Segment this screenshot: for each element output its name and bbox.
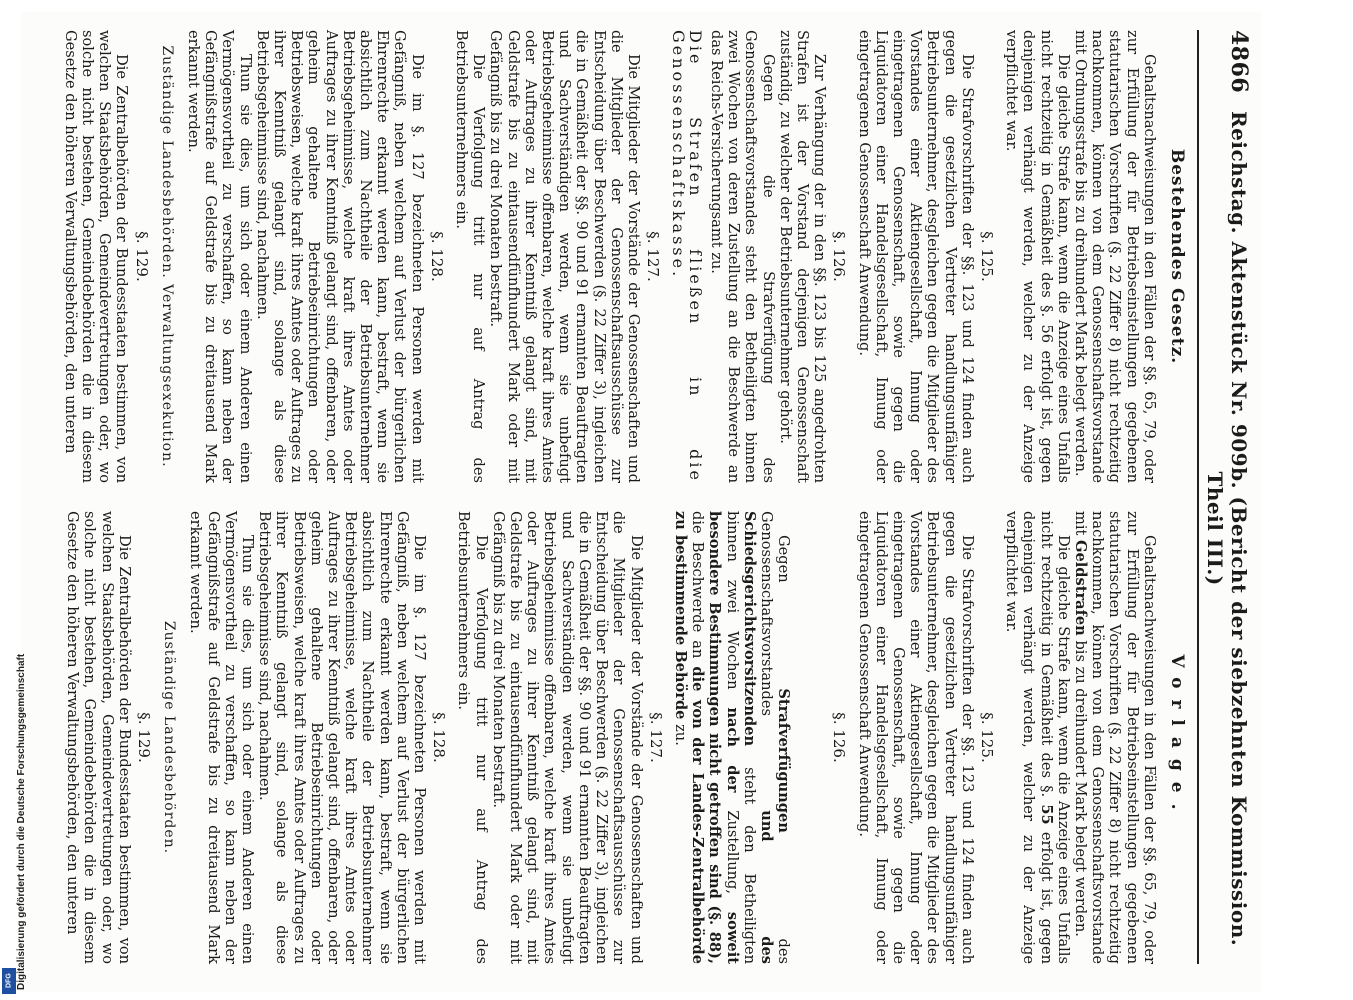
page-title: Reichstag. Aktenstück Nr. 909b. (Bericht der siebzehnten Kommission. Theil III.): [1203, 111, 1251, 947]
section-number: §. 126.: [830, 231, 849, 282]
text-run: des Genossenschaftsvorstandes: [757, 511, 793, 965]
paragraph: Zur Verhängung der in den §§. 123 bis 125 angedrohten Strafen ist der Vorstand derjenigen Genossenschaft zuständig, zu welcher der Betriebsunternehmer gehört.: [776, 30, 829, 483]
text-run: bis zu dreihundert Mark belegt werden.: [1071, 640, 1089, 937]
paragraph: Die Verfolgung tritt nur auf Antrag des Betriebsunternehmers ein.: [453, 30, 488, 483]
section-number: §. 129.: [135, 712, 154, 763]
emphasis: Geldstrafen: [1071, 540, 1089, 636]
document-page: [22, 12, 1262, 992]
text-run: Zustellung,: [723, 810, 741, 895]
paragraph: Die gleiche Strafe kann, wenn die Anzeige eines Unfalls nicht rechtzeitig in Gemäßheit des §. 56 erfolgt ist, gegen denjenigen verhängt werden, welcher zu der Anzeige verpflichtet war.: [1003, 30, 1072, 483]
paragraph: [1003, 511, 1072, 964]
subheading: Zuständige Landesbehörden.: [161, 620, 178, 855]
emphasis: 55: [1037, 804, 1055, 825]
text-run: Die gleiche Strafe kann, wenn die Anzeige eines Unfalls nicht rechtzeitig in Gemäßheit des §.: [1037, 511, 1072, 964]
left-column-heading: Bestehendes Gesetz.: [1167, 148, 1187, 365]
text-run: zu.: [671, 724, 689, 746]
emphasis: die von der Landes-Zentralbehörde zu bestimmende Behörde: [671, 511, 707, 965]
paragraph: [672, 511, 792, 964]
paragraph: Die Strafen fließen in die Genossenschaftskasse.: [668, 30, 705, 483]
text-run: die Beschwerde an: [689, 511, 707, 659]
section-number: §. 128.: [430, 712, 449, 763]
section-number: §. 125.: [977, 712, 996, 763]
right-column-heading: Vorlage.: [1167, 654, 1187, 821]
paragraph: Thun sie dies, um sich oder einem Anderen einen Vermögensvortheil zu verschaffen, so kann neben der Gefängnißstrafe auf Geldstrafe bis zu dreitausend Mark erkannt werden.: [185, 30, 254, 483]
section-number: §. 127.: [646, 712, 665, 763]
paragraph: [1072, 511, 1158, 964]
paragraph: Die im §. 127 bezeichneten Personen werden mit Gefängniß, neben welchem auf Verlust der bürgerlichen Ehrenrechte erkannt werden kann, bestraft, wenn sie absichtlich zum Nachtheile der Betriebsunternehmer Betriebsgeheimnisse, welche kraft ihres Amtes oder Auftrages zu ihrer Kenntniß gelangt sind, offenbaren, oder geheim gehaltene Betriebseinrichtungen oder Betriebsweisen, welche kraft ihres Amtes oder Auftrages zu ihrer Kenntniß gelangt sind, solange als diese Betriebsgeheimnisse sind, nachahmen.: [253, 30, 426, 483]
paragraph: Thun sie dies, um sich oder einem Anderen einen Vermögensvortheil zu verschaffen, so kann neben der Gefängnißstrafe auf Geldstrafe bis zu dreitausend Mark erkannt werden.: [187, 511, 257, 964]
emphasis: Strafverfügungen: [775, 688, 793, 833]
paragraph: Die Mitglieder der Vorstände der Genossenschaften und die Mitglieder der Genossenschaftsausschüsse zur Entscheidung über Beschwerden (§. 22 Ziffer 3), ingleichen die in Gemäßheit der §§. 90 und 91 ernannten Beauftragten und Sachverständigen werden, wenn sie unbefugt Betriebsgeheimnisse offenbaren, welche kraft ihres Amtes oder Auftrages zu ihrer Kenntniß gelangt sind, mit Geldstrafe bis zu eintausendfünfhundert Mark oder mit Gefängniß bis zu drei Monaten bestraft.: [489, 511, 645, 964]
text-run: erfolgt ist, gegen denjenigen verhängt werden, welcher zu der Anzeige verpflichtet war.: [1003, 511, 1055, 964]
emphasis: und des Schiedsgerichtsvorsitzenden: [740, 511, 775, 964]
text-run: Gegen: [775, 535, 793, 583]
section-number: §. 129.: [132, 231, 151, 282]
right-column: [62, 511, 1189, 964]
paragraph: Die Zentralbehörden der Bundesstaaten bestimmen, von welchen Staatsbehörden, Gemeindevertretungen oder, wo solche nicht bestehen, Gemeindebehörden die in diesem Gesetze den höheren Verwaltungsbehörden, den unteren: [61, 30, 131, 483]
paragraph: Die Verfolgung tritt nur auf Antrag des Betriebsunternehmers ein.: [455, 511, 490, 964]
paragraph: Gehaltsnachweisungen in den Fällen der §§. 65, 79, oder zur Erfüllung der für Betriebseinstellungen gegebenen statutarischen Vorschriften (§. 22 Ziffer 8) nicht rechtzeitig nachkommen, können von dem Genossenschaftsvorstande mit Ordnungsstrafe bis zu dreihundert Mark belegt werden.: [1071, 30, 1158, 483]
digitization-credit: Digitalisierung gefördert durch die Deutsche Forschungsgemeinschaft: [16, 653, 27, 990]
paragraph: Die Strafvorschriften der §§. 123 und 124 finden auch gegen die gesetzlichen Vertreter handlungsunfähiger Betriebsunternehmer, desgleichen gegen die Mitglieder des Vorstandes einer Aktiengesellschaft, Innung oder eingetragenen Genossenschaft, sowie gegen die Liquidatoren einer Handelsgesellschaft, Innung oder eingetragenen Genossenschaft Anwendung.: [855, 511, 976, 964]
section-number: §. 127.: [644, 231, 663, 282]
subheading: Zuständige Landesbehörden. Verwaltungsexekution.: [158, 45, 175, 468]
paragraph: Die Zentralbehörden der Bundesstaaten bestimmen, von welchen Staatsbehörden, Gemeindevertretungen oder, wo solche nicht bestehen, Gemeindebehörden die in diesem Gesetze den höheren Verwaltungsbehörden, den unteren: [64, 511, 133, 964]
paragraph: Die im §. 127 bezeichneten Personen werden mit Gefängniß, neben welchem auf Verlust der bürgerlichen Ehrenrechte erkannt werden kann, bestraft, wenn sie absichtlich zum Nachtheile der Betriebsunternehmer Betriebsgeheimnisse, welche kraft ihres Amtes oder Auftrages zu ihrer Kenntniß gelangt sind, offenbaren, oder geheim gehaltene Betriebseinrichtungen oder Betriebsweisen, welche kraft ihres Amtes oder Auftrages zu ihrer Kenntniß gelangt sind, solange als diese Betriebsgeheimnisse sind, nachahmen.: [256, 511, 429, 964]
dfg-logo-icon: DFG: [2, 968, 16, 994]
text-run: steht den Betheiligten binnen zwei Wochen: [723, 511, 758, 964]
emphasis: nach der: [723, 707, 741, 793]
paragraph: Die Strafvorschriften der §§. 123 und 124 finden auch gegen die gesetzlichen Vertreter handlungsunfähiger Betriebsunternehmer, desgleichen gegen die Mitglieder des Vorstandes einer Aktiengesellschaft, Innung oder eingetragenen Genossenschaft, sowie gegen die Liquidatoren einer Handelsgesellschaft, Innung oder eingetragenen Genossenschaft Anwendung.: [855, 30, 976, 483]
page-number: 4866: [1226, 30, 1252, 94]
page-header: [1197, 30, 1252, 964]
text-run: Gehaltsnachweisungen in den Fällen der §§. 65, 79, oder zur Erfüllung der für Betriebseinstellungen gegebenen statutarischen Vorschriften (§. 22 Ziffer 8) nicht rechtzeitig nachkommen, können von dem Genossenschaftsvorstande mit: [1071, 511, 1158, 964]
section-number: §. 128.: [427, 231, 446, 282]
paragraph: Gegen die Strafverfügung des Genossenschaftsvorstandes steht den Betheiligten binnen zwei Wochen von deren Zustellung an die Beschwerde an das Reichs-Versicherungsamt zu.: [707, 30, 777, 483]
section-number: §. 126.: [830, 712, 849, 763]
left-column: [62, 30, 1189, 483]
section-number: §. 125.: [977, 231, 996, 282]
paragraph: Die Mitglieder der Vorstände der Genossenschaften und die Mitglieder der Genossenschaftsausschüsse zur Entscheidung über Beschwerden (§. 22 Ziffer 3), ingleichen die in Gemäßheit der §§. 90 und 91 ernannten Beauftragten und Sachverständigen werden, wenn sie unbefugt Betriebsgeheimnisse offenbaren, welche kraft ihres Amtes oder Auftrages zu ihrer Kenntniß gelangt sind, mit Geldstrafe bis zu eintausendfünfhundert Mark oder mit Gefängniß bis zu drei Monaten bestraft.: [487, 30, 643, 483]
emphasis: soweit besondere Bestimmungen nicht getroffen sind (§. 88),: [706, 511, 741, 965]
